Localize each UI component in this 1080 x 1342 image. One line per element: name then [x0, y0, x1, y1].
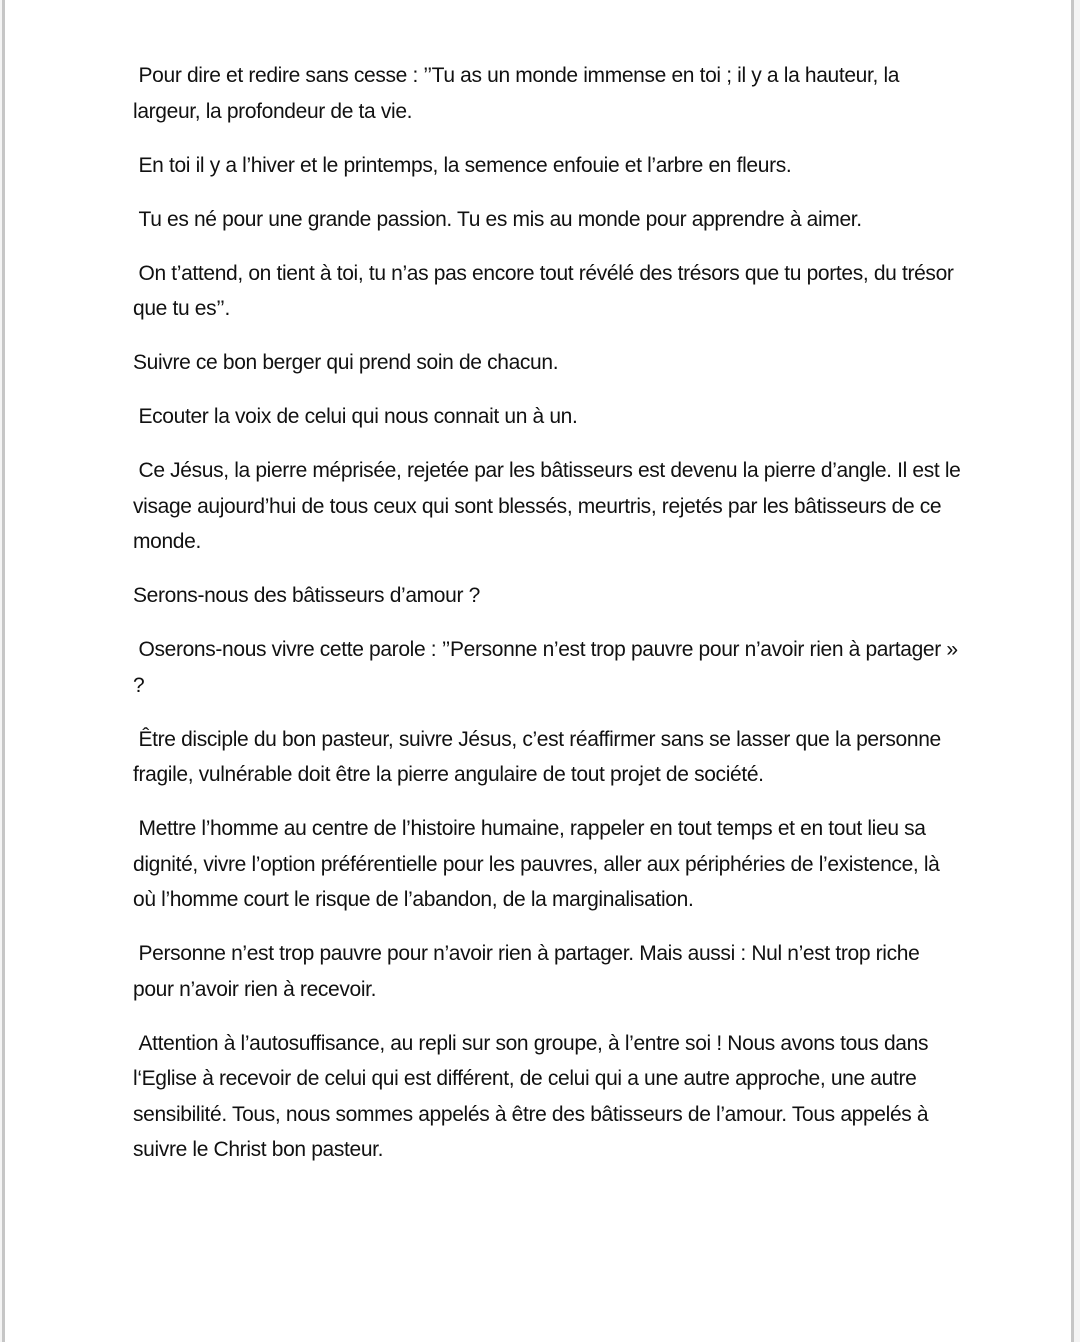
paragraph: Attention à l’autosuffisance, au repli sur son groupe, à l’entre soi ! Nous avons tous dans l‘Eglise à recevoir de celui qui est différent, de celui qui a une autre approche, une autre sensibilité. Tous, nous sommes appelés à être des bâtisseurs de l’amour. Tous appelés à suivre le Christ bon pasteur. [133, 1031, 929, 1161]
document-page [2, 0, 1074, 1342]
paragraph: Pour dire et redire sans cesse : ’’Tu as un monde immense en toi ; il y a la hauteur, la largeur, la profondeur de ta vie. [133, 64, 900, 123]
paragraph: Serons-nous des bâtisseurs d’amour ? [133, 584, 480, 607]
paragraph: Tu es né pour une grande passion. Tu es mis au monde pour apprendre à aimer. [138, 207, 862, 231]
paragraph: Mettre l’homme au centre de l’histoire humaine, rappeler en tout temps et en tout lieu sa dignité, vivre l’option préférentielle pour les pauvres, aller aux périphéries de l’existence, là où l’homme court le risque de l’abandon, de la marginalisation. [133, 817, 940, 911]
paragraph: On t’attend, on tient à toi, tu n’as pas encore tout révélé des trésors que tu portes, du trésor que tu es’’. [133, 261, 954, 320]
document-body [133, 58, 963, 1186]
paragraph: Suivre ce bon berger qui prend soin de chacun. [133, 351, 559, 374]
paragraph: Ecouter la voix de celui qui nous connait un à un. [138, 405, 578, 428]
paragraph: Personne n’est trop pauvre pour n’avoir rien à partager. Mais aussi : Nul n’est trop riche pour n’avoir rien à recevoir. [133, 942, 920, 1001]
paragraph: Ce Jésus, la pierre méprisée, rejetée par les bâtisseurs est devenu la pierre d’angle. Il est le visage aujourd’hui de tous ceux qui sont blessés, meurtris, rejetés par les bâtisseurs de ce monde. [133, 459, 961, 553]
paragraph: En toi il y a l’hiver et le printemps, la semence enfouie et l’arbre en fleurs. [138, 153, 792, 177]
paragraph: Oserons-nous vivre cette parole : ’’Personne n’est trop pauvre pour n’avoir rien à partager » ? [133, 638, 958, 697]
paragraph: Être disciple du bon pasteur, suivre Jésus, c’est réaffirmer sans se lasser que la personne fragile, vulnérable doit être la pierre angulaire de tout projet de société. [133, 727, 941, 786]
